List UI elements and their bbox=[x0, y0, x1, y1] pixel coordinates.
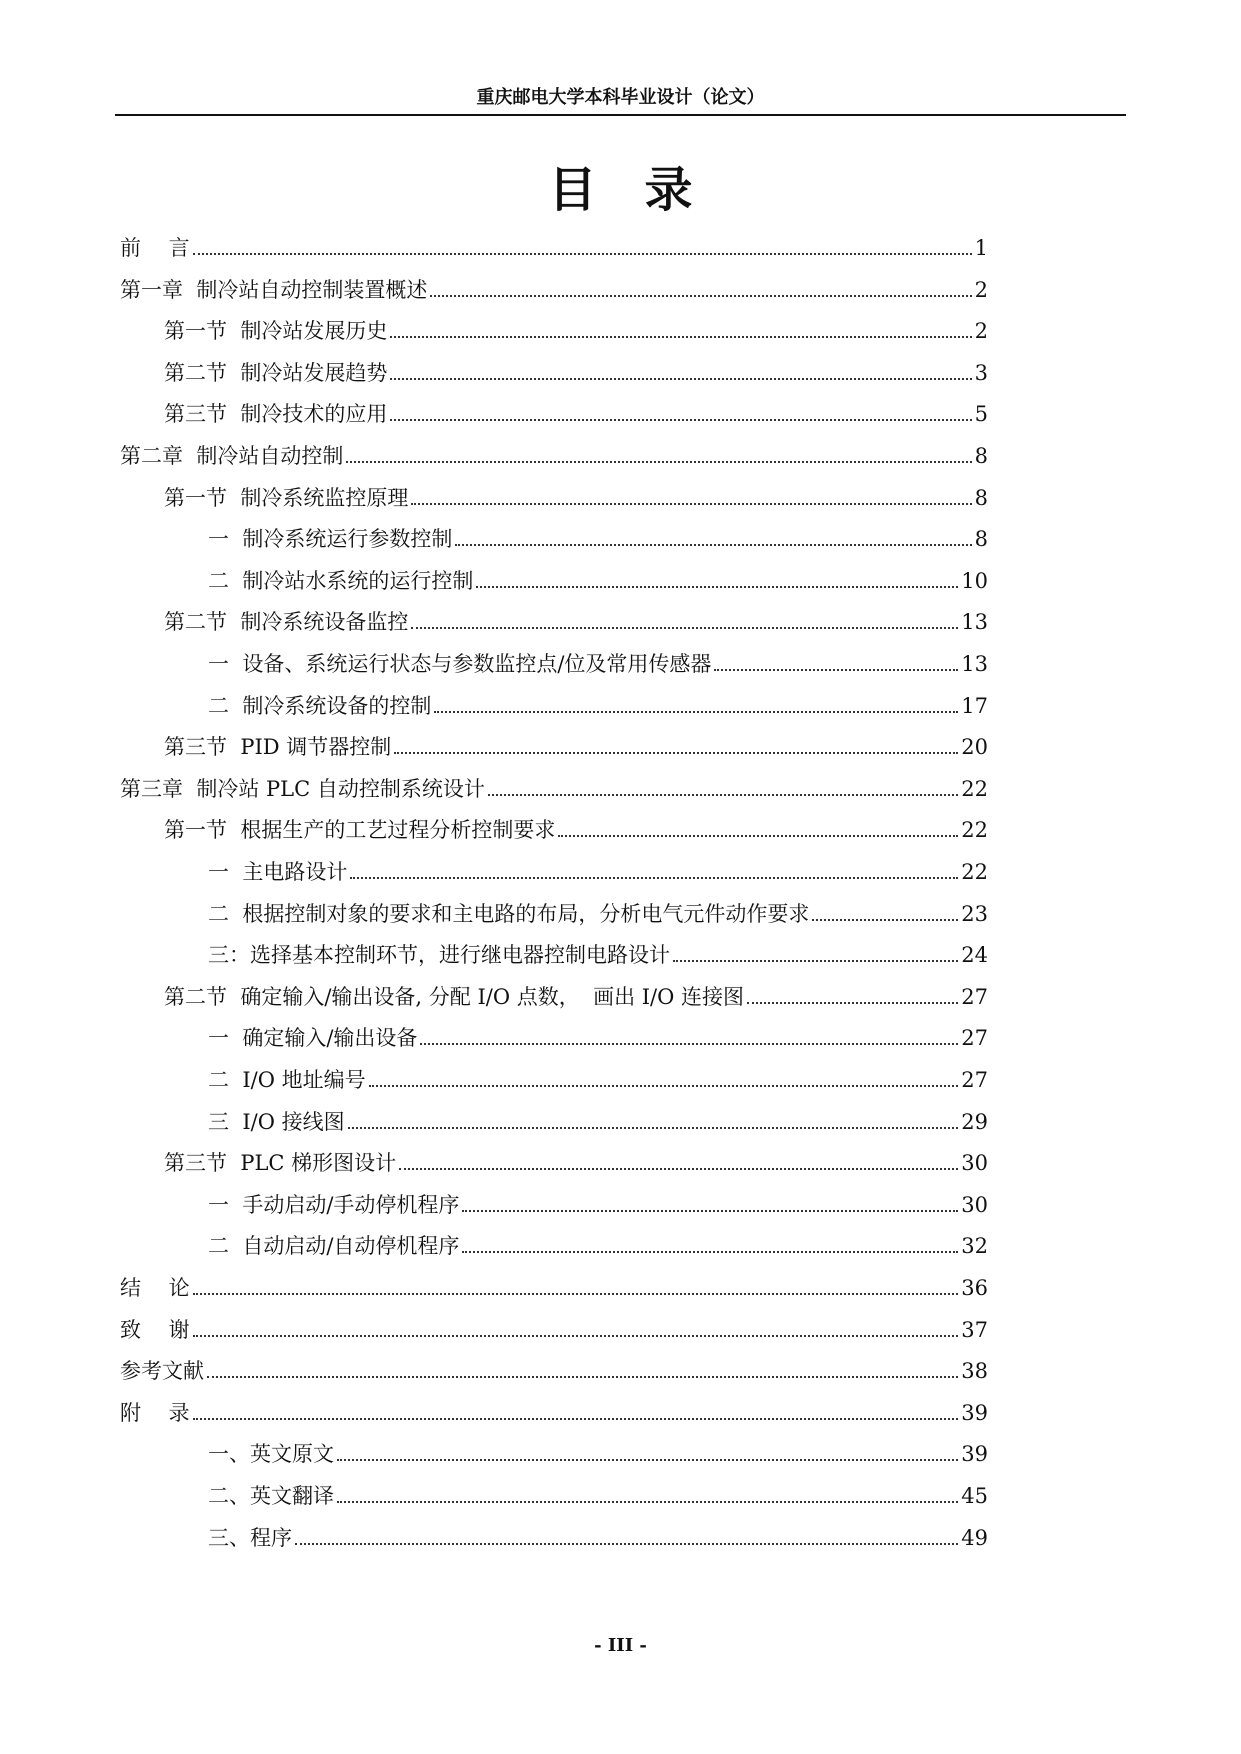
toc-entry-page-number: 13 bbox=[961, 652, 988, 676]
toc-entry-label: 三：选择基本控制环节，进行继电器控制电路设计 bbox=[208, 943, 670, 968]
toc-entry[interactable] bbox=[208, 1094, 988, 1136]
toc-entry-page-number: 27 bbox=[961, 984, 988, 1009]
toc-entry-label: 第一节 制冷系统监控原理 bbox=[164, 485, 409, 510]
toc-entry[interactable] bbox=[120, 1343, 988, 1385]
toc-dot-leader bbox=[558, 835, 958, 837]
toc-dot-leader bbox=[673, 960, 958, 962]
toc-dot-leader bbox=[399, 1168, 958, 1170]
toc-entry-label: 第三节 PID 调节器控制 bbox=[164, 735, 392, 760]
toc-entry[interactable] bbox=[208, 636, 988, 678]
toc-entry-page-number: 17 bbox=[961, 693, 988, 718]
toc-entry[interactable] bbox=[208, 553, 988, 595]
toc-entry-page-number: 8 bbox=[974, 444, 988, 468]
toc-entry[interactable] bbox=[208, 844, 988, 886]
toc-entry[interactable] bbox=[120, 220, 988, 262]
toc-entry-label: 一 设备、系统运行状态与参数监控点/位及常用传感器 bbox=[208, 652, 712, 676]
toc-entry[interactable] bbox=[208, 886, 988, 928]
toc-entry-label: 参考文献 bbox=[120, 1359, 204, 1384]
toc-dot-leader bbox=[390, 378, 971, 380]
toc-entry-page-number: 22 bbox=[961, 860, 988, 884]
toc-entry[interactable] bbox=[208, 1010, 988, 1052]
toc-entry-label: 二 自动启动/自动停机程序 bbox=[208, 1234, 460, 1259]
toc-dot-leader bbox=[193, 1335, 959, 1337]
page-number: - III - bbox=[594, 1635, 647, 1656]
toc-dot-leader bbox=[193, 1418, 959, 1420]
toc-entry[interactable] bbox=[164, 470, 988, 512]
toc-dot-leader bbox=[369, 1085, 959, 1087]
toc-entry-page-number: 38 bbox=[961, 1359, 988, 1384]
toc-entry-page-number: 1 bbox=[974, 236, 988, 260]
toc-entry-page-number: 45 bbox=[961, 1484, 988, 1508]
toc-entry-page-number: 39 bbox=[961, 1400, 988, 1425]
toc-entry-page-number: 27 bbox=[961, 1068, 988, 1092]
running-header: 重庆邮电大学本科毕业设计（论文） bbox=[476, 87, 765, 108]
toc-entry-page-number: 22 bbox=[961, 818, 988, 843]
toc-entry-label: 致 谢 bbox=[120, 1317, 190, 1342]
toc-entry-label: 二 制冷站水系统的运行控制 bbox=[208, 568, 474, 593]
toc-dot-leader bbox=[337, 1501, 958, 1503]
toc-dot-leader bbox=[420, 1043, 958, 1045]
toc-entry-page-number: 8 bbox=[974, 485, 988, 510]
toc-entry-label: 第二节 确定输入/输出设备, 分配 I/O 点数， 画出 I/O 连接图 bbox=[164, 984, 744, 1009]
toc-entry[interactable] bbox=[120, 1260, 988, 1302]
toc-dot-leader bbox=[207, 1376, 958, 1378]
toc-entry-label: 第二节 制冷站发展趋势 bbox=[164, 360, 388, 385]
toc-dot-leader bbox=[411, 503, 971, 505]
toc-entry-page-number: 20 bbox=[961, 735, 988, 760]
toc-entry[interactable] bbox=[164, 303, 988, 345]
toc-dot-leader bbox=[350, 877, 958, 879]
toc-entry-label: 二、英文翻译 bbox=[208, 1484, 334, 1508]
toc-entry[interactable] bbox=[164, 802, 988, 844]
toc-dot-leader bbox=[812, 919, 958, 921]
toc-dot-leader bbox=[193, 253, 972, 255]
toc-dot-leader bbox=[747, 1002, 958, 1004]
toc-entry[interactable] bbox=[208, 1218, 988, 1260]
toc-entry[interactable] bbox=[208, 1052, 988, 1094]
toc-dot-leader bbox=[455, 544, 971, 546]
toc-entry[interactable] bbox=[120, 262, 988, 304]
toc-dot-leader bbox=[462, 1251, 958, 1253]
toc-entry[interactable] bbox=[208, 678, 988, 720]
toc-dot-leader bbox=[488, 794, 958, 796]
toc-entry-label: 一 手动启动/手动停机程序 bbox=[208, 1192, 460, 1217]
toc-dot-leader bbox=[714, 669, 958, 671]
toc-dot-leader bbox=[434, 711, 958, 713]
toc-entry-page-number: 24 bbox=[961, 943, 988, 968]
toc-entry-page-number: 39 bbox=[961, 1442, 988, 1467]
toc-entry[interactable] bbox=[208, 1510, 988, 1552]
toc-dot-leader bbox=[346, 461, 971, 463]
toc-entry[interactable] bbox=[164, 969, 988, 1011]
toc-dot-leader bbox=[394, 752, 958, 754]
toc-entry-page-number: 22 bbox=[961, 776, 988, 801]
toc-entry-page-number: 8 bbox=[974, 527, 988, 552]
toc-entry-page-number: 30 bbox=[961, 1151, 988, 1176]
toc-entry[interactable] bbox=[208, 927, 988, 969]
toc-dot-leader bbox=[462, 1210, 958, 1212]
toc-entry-label: 第三节 PLC 梯形图设计 bbox=[164, 1151, 397, 1176]
toc-dot-leader bbox=[348, 1127, 959, 1129]
toc-dot-leader bbox=[295, 1543, 958, 1545]
toc-entry-page-number: 13 bbox=[961, 610, 988, 635]
toc-entry-page-number: 29 bbox=[961, 1109, 988, 1134]
toc-entry-page-number: 49 bbox=[961, 1525, 988, 1550]
toc-entry-label: 二 根据控制对象的要求和主电路的布局，分析电气元件动作要求 bbox=[208, 901, 810, 926]
toc-entry[interactable] bbox=[208, 1468, 988, 1510]
toc-entry[interactable] bbox=[120, 761, 988, 803]
toc-entry-label: 第三章 制冷站 PLC 自动控制系统设计 bbox=[120, 776, 485, 801]
toc-entry-label: 三 I/O 接线图 bbox=[208, 1109, 345, 1134]
toc-entry-label: 一、英文原文 bbox=[208, 1442, 334, 1467]
page-title: 目 录 bbox=[548, 162, 693, 218]
toc-entry-page-number: 2 bbox=[974, 277, 988, 302]
toc-entry[interactable] bbox=[164, 345, 988, 387]
toc-dot-leader bbox=[390, 419, 971, 421]
toc-entry-label: 第一章 制冷站自动控制装置概述 bbox=[120, 277, 428, 302]
toc-entry-label: 三、程序 bbox=[208, 1525, 292, 1550]
toc-entry-label: 一 确定输入/输出设备 bbox=[208, 1026, 418, 1051]
toc-entry[interactable] bbox=[120, 1385, 988, 1427]
toc-entry-label: 一 制冷系统运行参数控制 bbox=[208, 527, 453, 552]
toc-entry-page-number: 5 bbox=[974, 402, 988, 427]
toc-entry-label: 二 I/O 地址编号 bbox=[208, 1068, 366, 1092]
toc-entry-label: 第一节 根据生产的工艺过程分析控制要求 bbox=[164, 818, 556, 843]
toc-entry-label: 附 录 bbox=[120, 1400, 190, 1425]
toc-entry[interactable] bbox=[120, 1302, 988, 1344]
toc-entry-label: 结 论 bbox=[120, 1276, 190, 1300]
toc-entry-label: 一 主电路设计 bbox=[208, 860, 348, 884]
toc-entry-label: 二 制冷系统设备的控制 bbox=[208, 693, 432, 718]
toc-entry[interactable] bbox=[164, 594, 988, 636]
toc-entry-page-number: 23 bbox=[961, 901, 988, 926]
toc-dot-leader bbox=[390, 336, 971, 338]
toc-entry-label: 第二节 制冷系统设备监控 bbox=[164, 610, 409, 635]
toc-entry-page-number: 10 bbox=[961, 568, 988, 593]
header-rule bbox=[115, 114, 1126, 116]
toc-dot-leader bbox=[430, 295, 971, 297]
toc-entry-label: 第二章 制冷站自动控制 bbox=[120, 444, 344, 468]
toc-entry[interactable] bbox=[164, 1135, 988, 1177]
toc-entry-page-number: 37 bbox=[961, 1317, 988, 1342]
toc-entry-label: 第一节 制冷站发展历史 bbox=[164, 319, 388, 344]
toc-entry-page-number: 3 bbox=[974, 360, 988, 385]
toc-entry-page-number: 30 bbox=[961, 1192, 988, 1217]
toc-entry[interactable] bbox=[208, 1426, 988, 1468]
toc-entry[interactable] bbox=[120, 428, 988, 470]
toc-dot-leader bbox=[193, 1293, 959, 1295]
toc-dot-leader bbox=[476, 586, 958, 588]
toc-entry[interactable] bbox=[164, 719, 988, 761]
toc-entry-label: 前 言 bbox=[120, 236, 190, 260]
toc-entry[interactable] bbox=[164, 386, 988, 428]
toc-entry-page-number: 27 bbox=[961, 1026, 988, 1051]
toc-entry-page-number: 32 bbox=[961, 1234, 988, 1259]
toc-dot-leader bbox=[411, 627, 958, 629]
toc-entry-page-number: 36 bbox=[961, 1276, 988, 1300]
toc-dot-leader bbox=[337, 1459, 958, 1461]
toc-entry[interactable] bbox=[208, 1177, 988, 1219]
toc-entry-page-number: 2 bbox=[974, 319, 988, 344]
toc-entry[interactable] bbox=[208, 511, 988, 553]
toc-entry-label: 第三节 制冷技术的应用 bbox=[164, 402, 388, 427]
